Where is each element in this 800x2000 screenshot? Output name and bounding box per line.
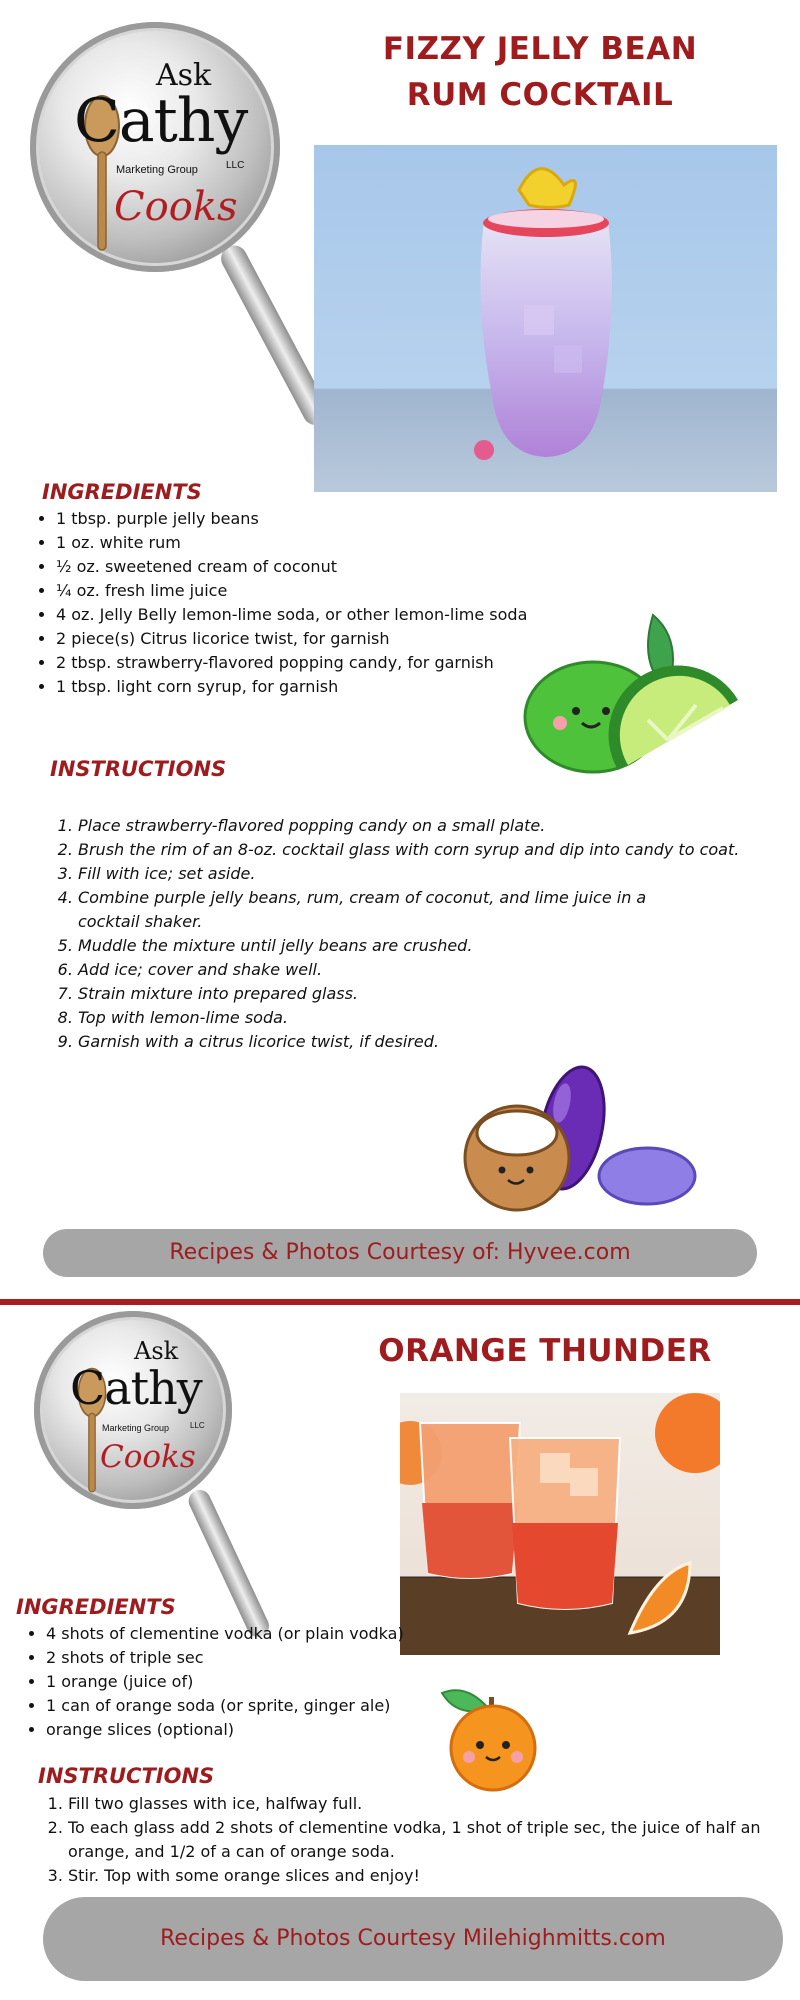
list-item: • 1 can of orange soda (or sprite, ginger ale) [46, 1694, 446, 1718]
list-item: 3. Stir. Top with some orange slices and enjoy! [68, 1864, 788, 1888]
recipe-title: ORANGE THUNDER [378, 1333, 712, 1369]
section-divider [0, 1299, 800, 1305]
ingredients-heading: INGREDIENTS [42, 480, 202, 504]
logo-cooks: Cooks [100, 1439, 196, 1475]
instructions-heading: INSTRUCTIONS [38, 1764, 215, 1788]
list-item: • 2 piece(s) Citrus licorice twist, for garnish [56, 627, 576, 651]
list-item: • ½ oz. sweetened cream of coconut [56, 555, 576, 579]
logo-cooks: Cooks [114, 184, 238, 230]
recipe-title-line1: FIZZY JELLY BEAN [382, 31, 698, 67]
cocktail-photo [314, 145, 777, 492]
coconut-jellybean-icon [462, 1058, 702, 1218]
ingredients-heading: INGREDIENTS [16, 1595, 176, 1619]
list-item: 3. Fill with ice; set aside. [78, 862, 778, 886]
orange-drink-photo [400, 1393, 720, 1655]
list-item: • orange slices (optional) [46, 1718, 446, 1742]
instructions-list [40, 814, 778, 1054]
list-item: • 1 tbsp. light corn syrup, for garnish [56, 675, 576, 699]
ingredients-list [24, 1622, 446, 1742]
list-item: 9. Garnish with a citrus licorice twist, if desired. [78, 1030, 778, 1054]
list-item: • 1 tbsp. purple jelly beans [56, 507, 576, 531]
list-item: 4. Combine purple jelly beans, rum, cream of coconut, and lime juice in a cocktail shaker. [78, 886, 668, 934]
recipe-title-line2: RUM COCKTAIL [406, 77, 674, 113]
credit-banner: Recipes & Photos Courtesy Milehighmitts.com [43, 1897, 783, 1981]
logo-cathy: Cathy [74, 86, 248, 156]
instructions-heading: INSTRUCTIONS [50, 757, 227, 781]
ingredients-list [34, 507, 576, 699]
list-item: 1. Fill two glasses with ice, halfway full. [68, 1792, 788, 1816]
logo-ask: Ask [134, 1337, 179, 1365]
list-item: • 2 shots of triple sec [46, 1646, 446, 1670]
list-item: 1. Place strawberry-flavored popping candy on a small plate. [78, 814, 778, 838]
logo [34, 1311, 264, 1641]
list-item: • 1 oz. white rum [56, 531, 576, 555]
orange-icon [437, 1683, 547, 1793]
list-item: • 4 shots of clementine vodka (or plain vodka) [46, 1622, 446, 1646]
list-item: • 4 oz. Jelly Belly lemon-lime soda, or other lemon-lime soda [56, 603, 576, 627]
logo-group: Marketing Group [116, 164, 198, 176]
cocktail-glass-icon [314, 145, 777, 492]
list-item: • ¼ oz. fresh lime juice [56, 579, 576, 603]
list-item: 8. Top with lemon-lime soda. [78, 1006, 778, 1030]
logo-cathy: Cathy [70, 1361, 202, 1415]
logo-group: Marketing Group [102, 1423, 170, 1433]
orange-glasses-icon [400, 1393, 720, 1655]
instructions-list [30, 1792, 788, 1888]
list-item: 5. Muddle the mixture until jelly beans are crushed. [78, 934, 778, 958]
lime-icon [518, 605, 743, 780]
logo-llc: LLC [226, 160, 245, 171]
list-item: 2. Brush the rim of an 8-oz. cocktail glass with corn syrup and dip into candy to coat. [78, 838, 778, 862]
list-item: • 1 orange (juice of) [46, 1670, 446, 1694]
pan-handle [185, 1486, 273, 1640]
list-item: • 2 tbsp. strawberry-flavored popping candy, for garnish [56, 651, 576, 675]
recipe-title [320, 26, 760, 118]
logo-ask: Ask [156, 58, 212, 93]
credit-banner: Recipes & Photos Courtesy of: Hyvee.com [43, 1229, 757, 1277]
logo [30, 22, 300, 432]
logo-llc: LLC [190, 1421, 205, 1430]
list-item: 2. To each glass add 2 shots of clementine vodka, 1 shot of triple sec, the juice of half an orange, and 1/2 of a can of orange soda. [68, 1816, 788, 1864]
list-item: 7. Strain mixture into prepared glass. [78, 982, 778, 1006]
list-item: 6. Add ice; cover and shake well. [78, 958, 778, 982]
